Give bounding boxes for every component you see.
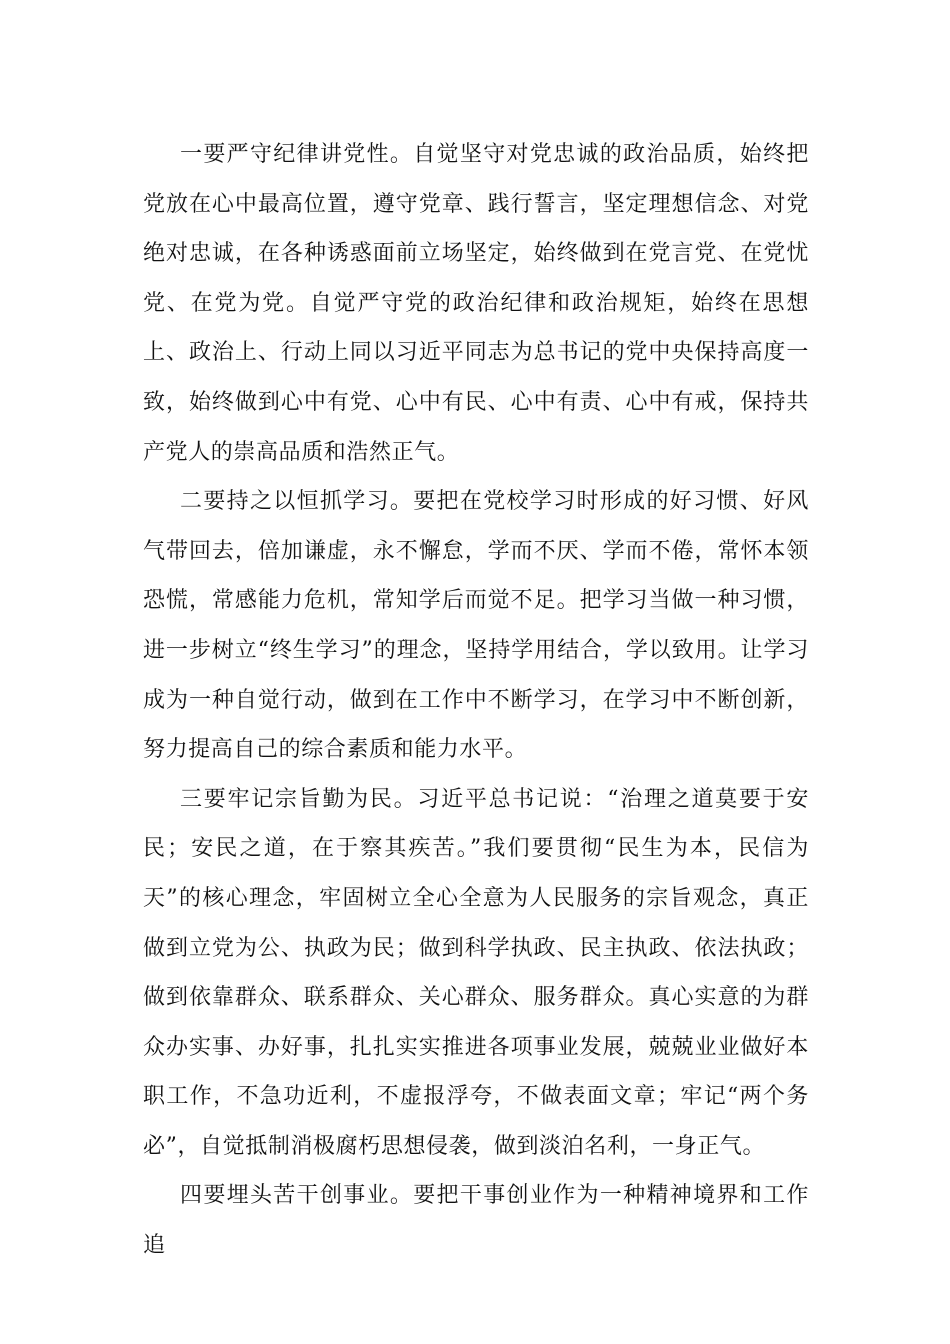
document-body — [143, 130, 809, 1271]
paragraph-discipline: 一要严守纪律讲党性。自觉坚守对党忠诚的政治品质，始终把党放在心中最高位置，遵守党章、践行誓言，坚定理想信念、对党绝对忠诚，在各种诱惑面前立场坚定，始终做到在党言党、在党忧党、在党为党。自觉严守党的政治纪律和政治规矩，始终在思想上、政治上、行动上同以习近平同志为总书记的党中央保持高度一致，始终做到心中有党、心中有民、心中有责、心中有戒，保持共产党人的崇高品质和浩然正气。 — [143, 142, 809, 465]
paragraph-learning: 二要持之以恒抓学习。要把在党校学习时形成的好习惯、好风气带回去，倍加谦虚，永不懈怠，学而不厌、学而不倦，常怀本领恐慌，常感能力危机，常知学后而觉不足。把学习当做一种习惯，进一步树立“终生学习”的理念，坚持学用结合，学以致用。让学习成为一种自觉行动，做到在工作中不断学习，在学习中不断创新，努力提高自己的综合素质和能力水平。 — [143, 489, 809, 763]
paragraph-serve-people: 三要牢记宗旨勤为民。习近平总书记说：“治理之道莫要于安民；安民之道，在于察其疾苦。”我们要贯彻“民生为本，民信为天”的核心理念，牢固树立全心全意为人民服务的宗旨观念，真正做到立党为公、执政为民；做到科学执政、民主执政、依法执政；做到依靠群众、联系群众、关心群众、服务群众。真心实意的为群众办实事、办好事，扎扎实实推进各项事业发展，兢兢业业做好本职工作，不急功近利，不虚报浮夸，不做表面文章；牢记“两个务必”，自觉抵制消极腐朽思想侵袭，做到淡泊名利，一身正气。 — [143, 786, 809, 1159]
paragraph-hard-work: 四要埋头苦干创事业。要把干事创业作为一种精神境界和工作追 — [143, 1183, 809, 1259]
